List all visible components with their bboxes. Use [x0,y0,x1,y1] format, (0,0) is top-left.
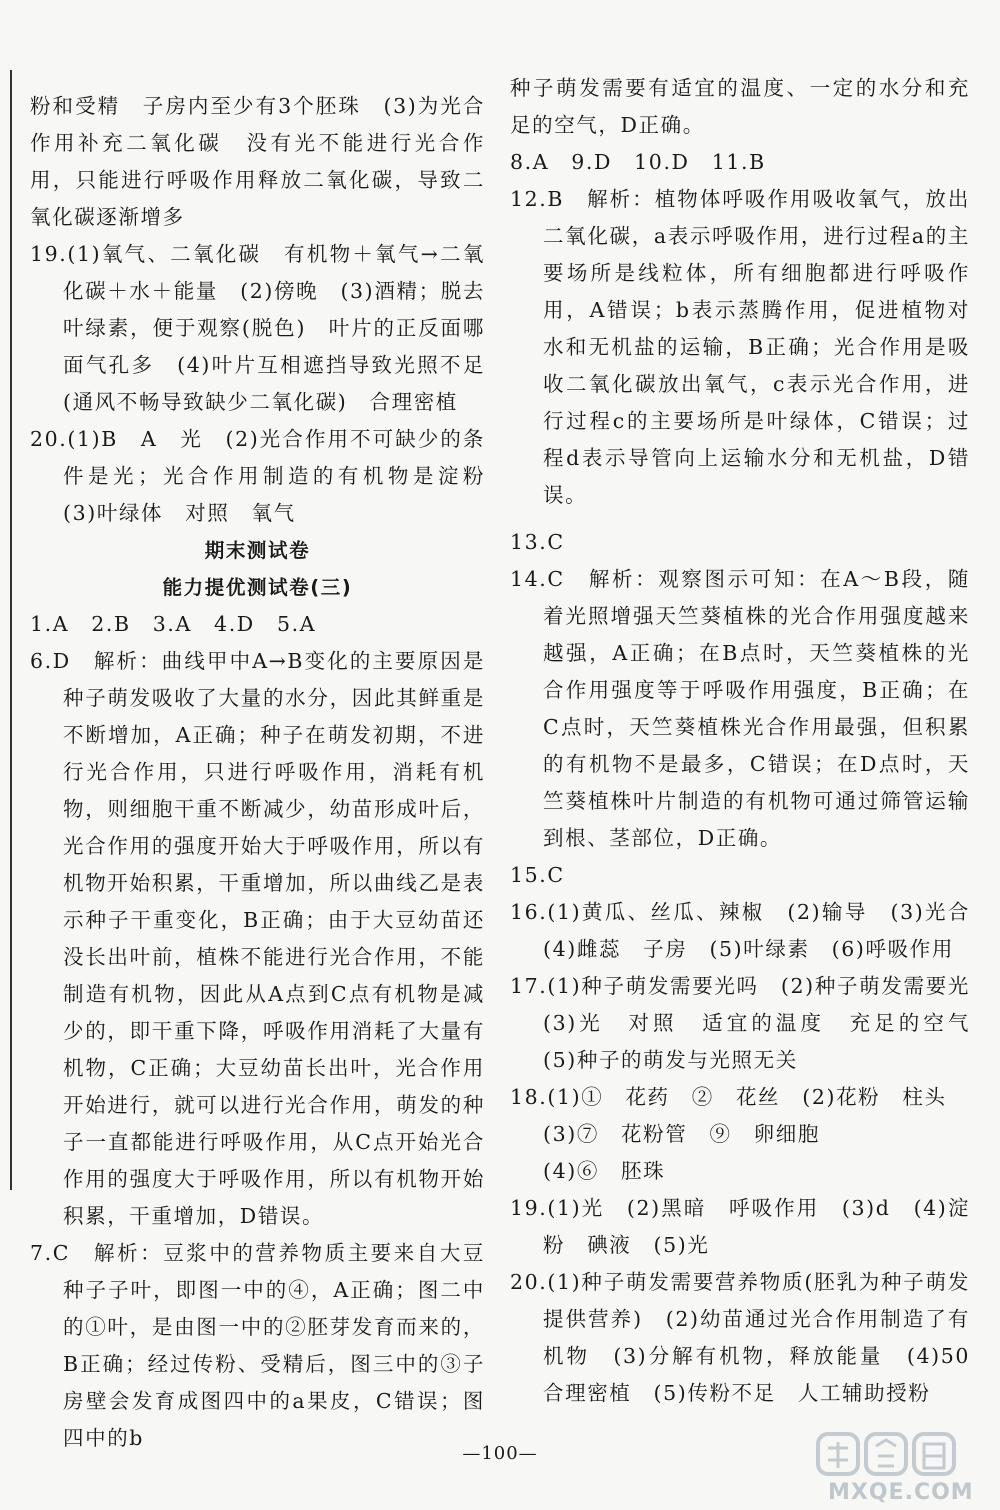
answer-block-1-5: 1.A 2.B 3.A 4.D 5.A [30,612,317,636]
watermark-text: MXQE.COM [828,1480,974,1505]
answer-block-20: 20.(1)种子萌发需要营养物质(胚乳为种子萌发提供营养) (2)幼苗通过光合作用制造了有机物 (3)分解有机物，释放能量 (4)50 合理密植 (5)传粉不足 人工辅助授粉 [510,1270,993,1405]
answer-block-18-cont: 粉和受精 子房内至少有3个胚珠 (3)为光合作用补充二氧化碳 没有光不能进行光合作用，只能进行呼吸作用释放二氧化碳，导致二氧化碳逐渐增多 [30,94,485,229]
margin-rule [10,70,12,1190]
answer-block-17: 17.(1)种子萌发需要光吗 (2)种子萌发需要光 (3)光 对照 适宜的温度 充足的空气 (5)种子的萌发与光照无关 [510,974,993,1072]
answer-block-8-11: 8.A 9.D 10.D 11.B [510,150,766,174]
answer-block-19: 19.(1)氧气、二氧化碳 有机物＋氧气→二氧化碳＋水＋能量 (2)傍晚 (3)酒精；脱去叶绿素，便于观察(脱色) 叶片的正反面哪面气孔多 (4)叶片互相遮挡导致光照不足(通风不畅导致缺少二氧化碳) 合理密植 [30,242,485,414]
answer-block-12: 12.B 解析：植物体呼吸作用吸收氧气，放出二氧化碳，a表示呼吸作用，进行过程a的主要场所是线粒体，所有细胞都进行呼吸作用，A错误；b表示蒸腾作用，促进植物对水和无机盐的运输，B正确；光合作用是吸收二氧化碳放出氧气，c表示光合作用，进行过程c的主要场所是叶绿体，C错误；过程d表示导管向上运输水分和无机盐，D错误。 [510,187,970,507]
exam-title: 期末测试卷 [204,539,311,562]
paper-title: 能力提优测试卷(三) [162,576,353,599]
answer-stamp-icon [810,1428,990,1488]
answer-block-7: 7.C 解析：豆浆中的营养物质主要来自大豆种子子叶，即图一中的④，A正确；图二中的①叶，是由图一中的②胚芽发育而来的，B正确；经过传粉、受精后，图三中的③子房壁会发育成图四中的a果皮，C错误；图四中的b [30,1241,485,1450]
watermark [810,1428,990,1508]
answer-block-18: 18.(1)① 花药 ② 花丝 (2)花粉 柱头 (3)⑦ 花粉管 ⑨ 卵细胞 (4)⑥ 胚珠 [510,1085,947,1183]
answer-block-15: 15.C [510,863,565,887]
page-number: —100— [462,1443,538,1464]
answer-block-13: 13.C [510,530,565,554]
left-column [30,88,508,1457]
right-column [510,70,993,1412]
answer-block-19: 19.(1)光 (2)黑暗 呼吸作用 (3)d (4)淀粉 碘液 (5)光 [510,1196,970,1257]
answer-block-6: 6.D 解析：曲线甲中A→B变化的主要原因是种子萌发吸收了大量的水分，因此其鲜重是不断增加，A正确；种子在萌发初期，不进行光合作用，只进行呼吸作用，消耗有机物，则细胞干重不断减少，幼苗形成叶后，光合作用的强度开始大于呼吸作用，所以有机物开始积累，干重增加，所以曲线乙是表示种子干重变化，B正确；由于大豆幼苗还没长出叶前，植株不能进行光合作用，不能制造有机物，因此从A点到C点有机物是减少的，即干重下降，呼吸作用消耗了大量有机物，C正确；大豆幼苗长出叶，光合作用开始进行，就可以进行光合作用，萌发的种子一直都能进行呼吸作用，从C点开始光合作用的强度大于呼吸作用，所以有机物开始积累，干重增加，D错误。 [30,649,485,1228]
answer-block-14: 14.C 解析：观察图示可知：在A～B段，随着光照增强天竺葵植株的光合作用强度越来越强，A正确；在B点时，天竺葵植株的光合作用强度等于呼吸作用强度，B正确；在C点时，天竺葵植株光合作用最强，但积累的有机物不是最多，C错误；在D点时，天竺葵植株叶片制造的有机物可通过筛管运输到根、茎部位，D正确。 [510,567,970,850]
answer-block-16: 16.(1)黄瓜、丝瓜、辣椒 (2)输导 (3)光合 (4)雌蕊 子房 (5)叶绿素 (6)呼吸作用 [510,900,993,961]
answer-block-7-cont: 种子萌发需要有适宜的温度、一定的水分和充足的空气，D正确。 [510,76,970,137]
answer-block-20: 20.(1)B A 光 (2)光合作用不可缺少的条件是光；光合作用制造的有机物是淀粉 (3)叶绿体 对照 氧气 [30,427,508,525]
